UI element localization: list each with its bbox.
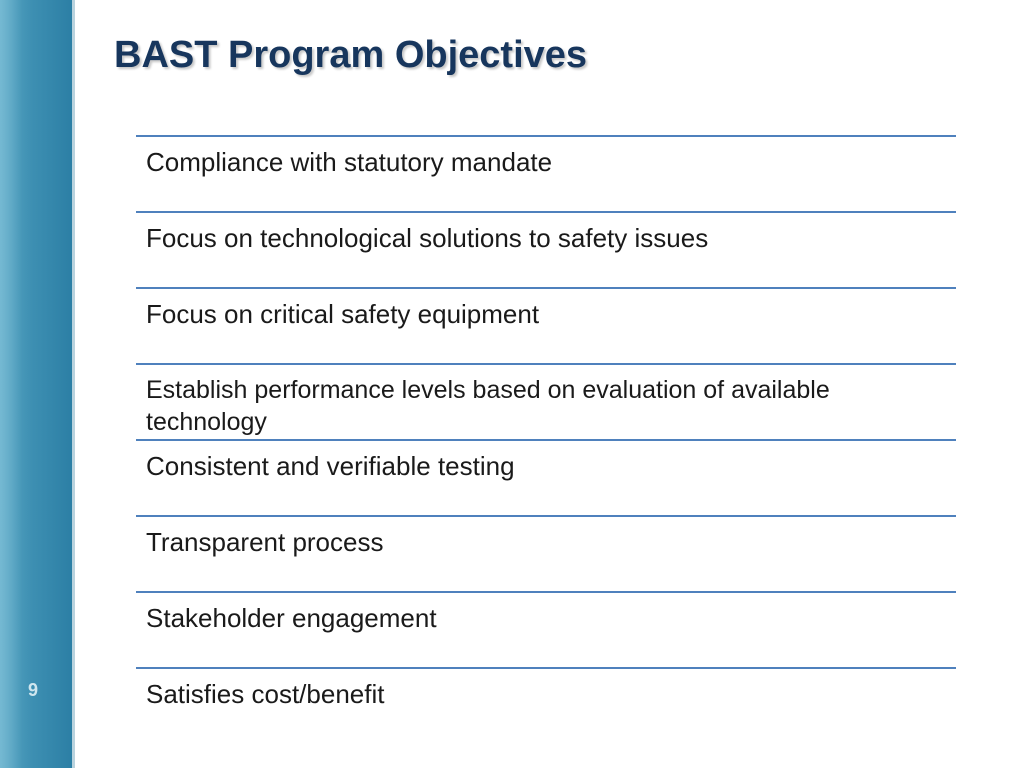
objective-row-technological-solutions: [136, 211, 956, 287]
objective-row-consistent-testing: [136, 439, 956, 515]
objective-row-compliance: [136, 135, 956, 211]
objective-label: Transparent process: [146, 527, 384, 557]
side-decorative-band: [0, 0, 72, 768]
objective-label: Stakeholder engagement: [146, 603, 437, 633]
objective-label: Focus on critical safety equipment: [146, 299, 540, 329]
side-band-highlight: [0, 0, 22, 768]
objective-row-stakeholder-engagement: [136, 591, 956, 667]
slide-title: BAST Program Objectives: [114, 34, 588, 76]
objective-label: Establish performance levels based on evaluation of available technology: [146, 376, 830, 436]
objective-row-cost-benefit: [136, 667, 956, 743]
objective-label: Compliance with statutory mandate: [146, 147, 553, 177]
objective-label: Satisfies cost/benefit: [146, 679, 385, 709]
objective-row-transparent-process: [136, 515, 956, 591]
objectives-list: [136, 135, 956, 743]
objective-label: Focus on technological solutions to safety issues: [146, 223, 709, 253]
objective-row-performance-levels: [136, 363, 956, 439]
page-number: 9: [27, 680, 38, 700]
objective-row-critical-safety-equipment: [136, 287, 956, 363]
objective-label: Consistent and verifiable testing: [146, 451, 515, 481]
